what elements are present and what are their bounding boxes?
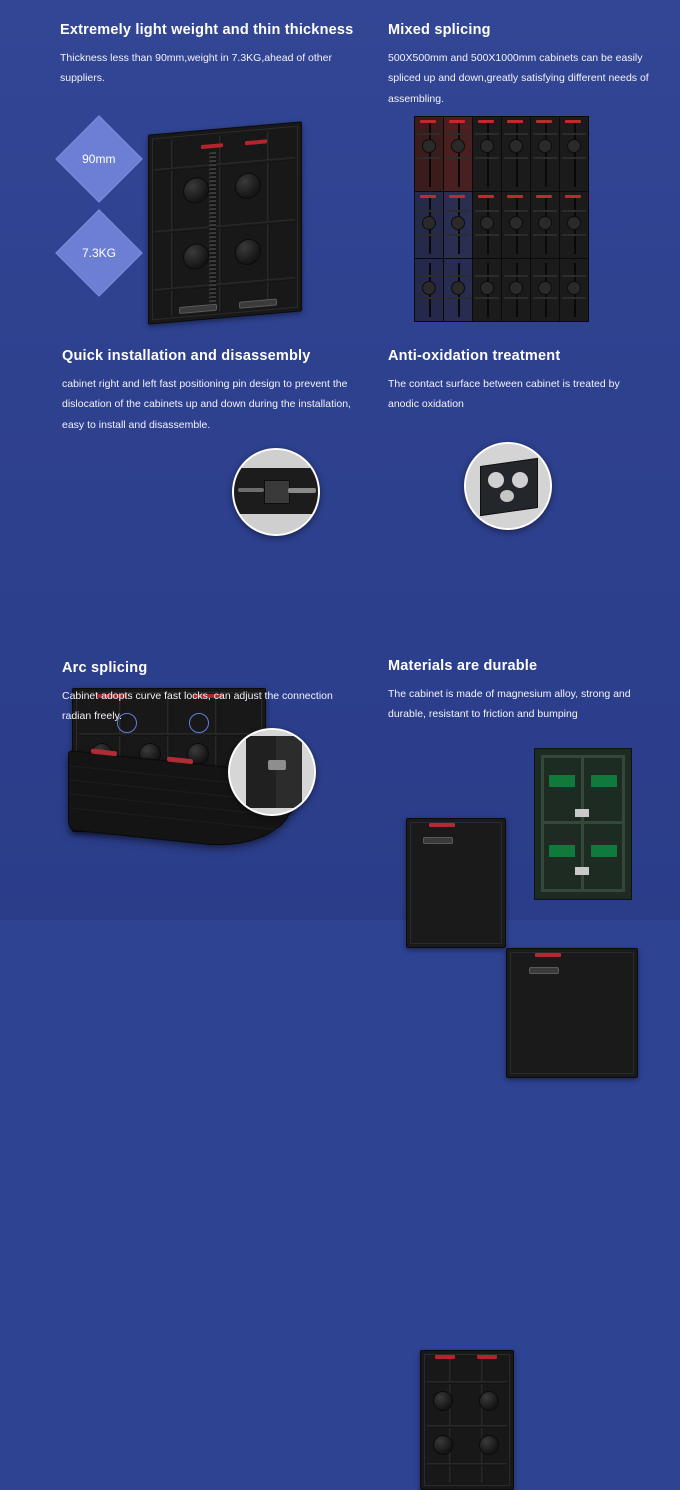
section-body: 500X500mm and 500X1000mm cabinets can be easily spliced up and down,greatly satisfying different needs of assembling. [388,52,649,105]
section-title: Mixed splicing [388,22,491,38]
mix-cabinet [501,191,531,259]
mix-cabinet [414,191,444,259]
mix-cabinet [414,116,444,192]
mix-cabinet [443,191,473,259]
mix-cabinet [559,191,589,259]
badge-weight [55,209,143,297]
mix-cabinet [472,258,502,322]
mix-cabinet [472,191,502,259]
mix-cabinet [559,258,589,322]
mix-cabinet [443,116,473,192]
section-body: The cabinet is made of magnesium alloy, strong and durable, resistant to friction and bumping [388,688,631,721]
mix-cabinet [530,258,560,322]
section-light-weight [60,22,370,89]
section-quick-installation [62,348,372,435]
section-title: Quick installation and disassembly [62,348,311,364]
section-body: Cabinet adopts curve fast locks, can adjust the connection radian freely. [62,690,333,723]
mix-cabinet [472,116,502,192]
badge-weight-label: 7.3KG [81,246,117,260]
image-magnesium-frame [534,748,632,900]
section-anti-oxidation [388,348,680,415]
section-mixed-splicing [388,22,680,109]
mix-cabinet [414,258,444,322]
mix-cabinet [501,116,531,192]
mix-cabinet [501,258,531,322]
section-title: Arc splicing [62,660,148,676]
zoom-bubble-corner [464,442,552,530]
section-title: Materials are durable [388,658,538,674]
image-mixed-splicing-array [414,116,594,326]
section-title: Anti-oxidation treatment [388,348,561,364]
cabinet-rail [209,152,216,303]
section-body: The contact surface between cabinet is treated by anodic oxidation [388,378,620,411]
image-panel-left [406,818,506,948]
section-arc-splicing [62,660,372,727]
zoom-bubble-arc-lock [228,728,316,816]
section-body: Thickness less than 90mm,weight in 7.3KG,ahead of other suppliers. [60,52,332,85]
mix-cabinet [559,116,589,192]
badge-thickness [55,115,143,203]
badge-thickness-label: 90mm [82,152,116,166]
section-body: cabinet right and left fast positioning pin design to prevent the dislocation of the cabinets up and down during the installation, easy to install and disassemble. [62,378,351,431]
image-cabinet-back [148,121,302,324]
mix-cabinet [530,191,560,259]
image-cabinet-back-small [420,1350,514,1490]
mix-cabinet [530,116,560,192]
zoom-bubble-pin [232,448,320,536]
mix-cabinet [443,258,473,322]
section-materials-durable [388,658,680,725]
image-panel-right [506,948,638,1078]
section-title: Extremely light weight and thin thickness [60,22,354,38]
